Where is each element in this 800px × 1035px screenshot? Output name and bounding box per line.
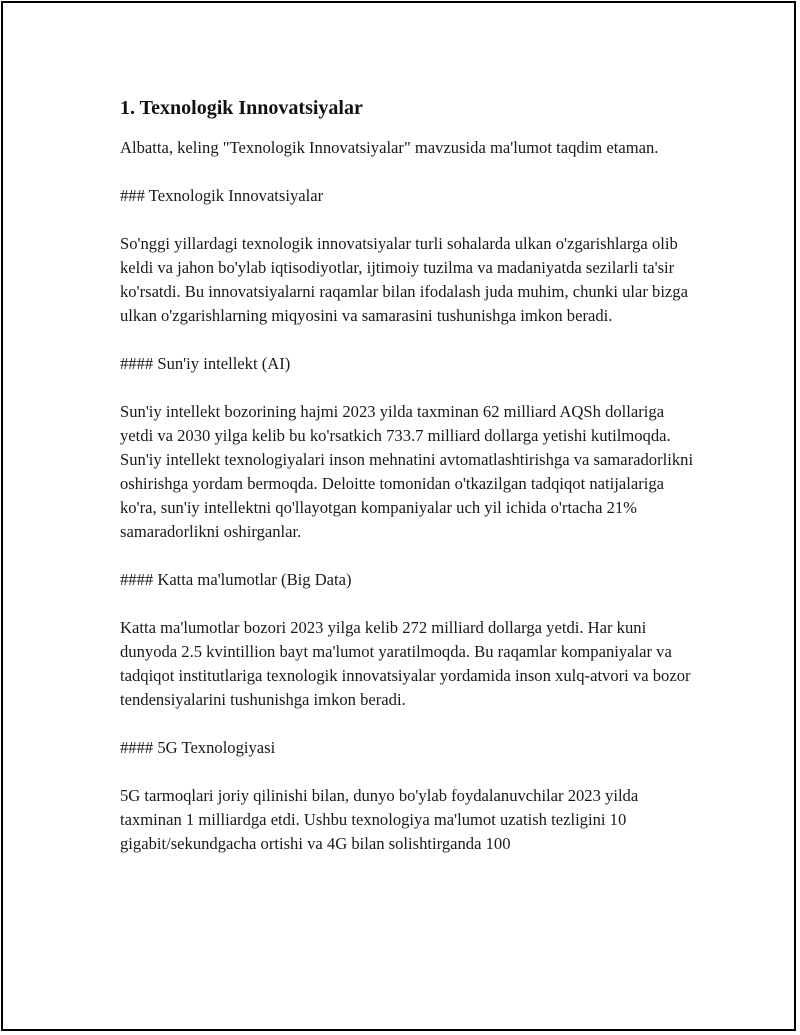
subsection-heading-big-data: #### Katta ma'lumotlar (Big Data) xyxy=(120,570,352,589)
ai-paragraph: Sun'iy intellekt bozorining hajmi 2023 yilda taxminan 62 milliard AQSh dollariga yetdi va 2030 yilga kelib bu ko'rsatkich 733.7 milliard dollarga yetishi kutilmoqda. Sun'iy intellekt texnologiyalari inson mehnatini avtomatlashtirishga va samaradorlikni oshirishga yordam bermoqda. Deloitte tomonidan o'tkazilgan tadqiqot natijalariga ko'ra, sun'iy intellektni qo'llayotgan kompaniyalar uch yil ichida o'rtacha 21% samaradorlikni oshirganlar. xyxy=(120,402,694,541)
section-heading-text: ### Texnologik Innovatsiyalar xyxy=(120,186,324,205)
overview-paragraph: So'nggi yillardagi texnologik innovatsiyalar turli sohalarda ulkan o'zgarishlarga olib keldi va jahon bo'ylab iqtisodiyotlar, ijtimoiy tuzilma va madaniyatda sezilarli ta'sir ko'rsatdi. Bu innovatsiyalarni raqamlar bilan ifodalash juda muhim, chunki ular bizga ulkan o'zgarishlarning miqyosini va samarasini tushunishga imkon beradi. xyxy=(120,234,688,325)
big-data-paragraph: Katta ma'lumotlar bozori 2023 yilga kelib 272 milliard dollarga yetdi. Har kuni dunyoda 2.5 kvintillion bayt ma'lumot yaratilmoqda. Bu raqamlar kompaniyalar va tadqiqot institutlariga texnologik innovatsiyalar yordamida inson xulq-atvori va bozor tendensiyalarini tushunishga imkon beradi. xyxy=(120,618,691,709)
5g-paragraph: 5G tarmoqlari joriy qilinishi bilan, dunyo bo'ylab foydalanuvchilar 2023 yilda taxminan 1 milliardga etdi. Ushbu texnologiya ma'lumot uzatish tezligini 10 gigabit/sekundgacha ortishi va 4G bilan solishtirganda 100 xyxy=(120,786,639,853)
subsection-heading-5g: #### 5G Texnologiyasi xyxy=(120,738,276,757)
document-page xyxy=(1,1,796,1031)
subsection-heading-ai: #### Sun'iy intellekt (AI) xyxy=(120,354,291,373)
intro-paragraph: Albatta, keling "Texnologik Innovatsiyalar" mavzusida ma'lumot taqdim etaman. xyxy=(120,138,659,157)
document-content xyxy=(120,93,700,880)
document-title: 1. Texnologik Innovatsiyalar xyxy=(120,97,363,119)
